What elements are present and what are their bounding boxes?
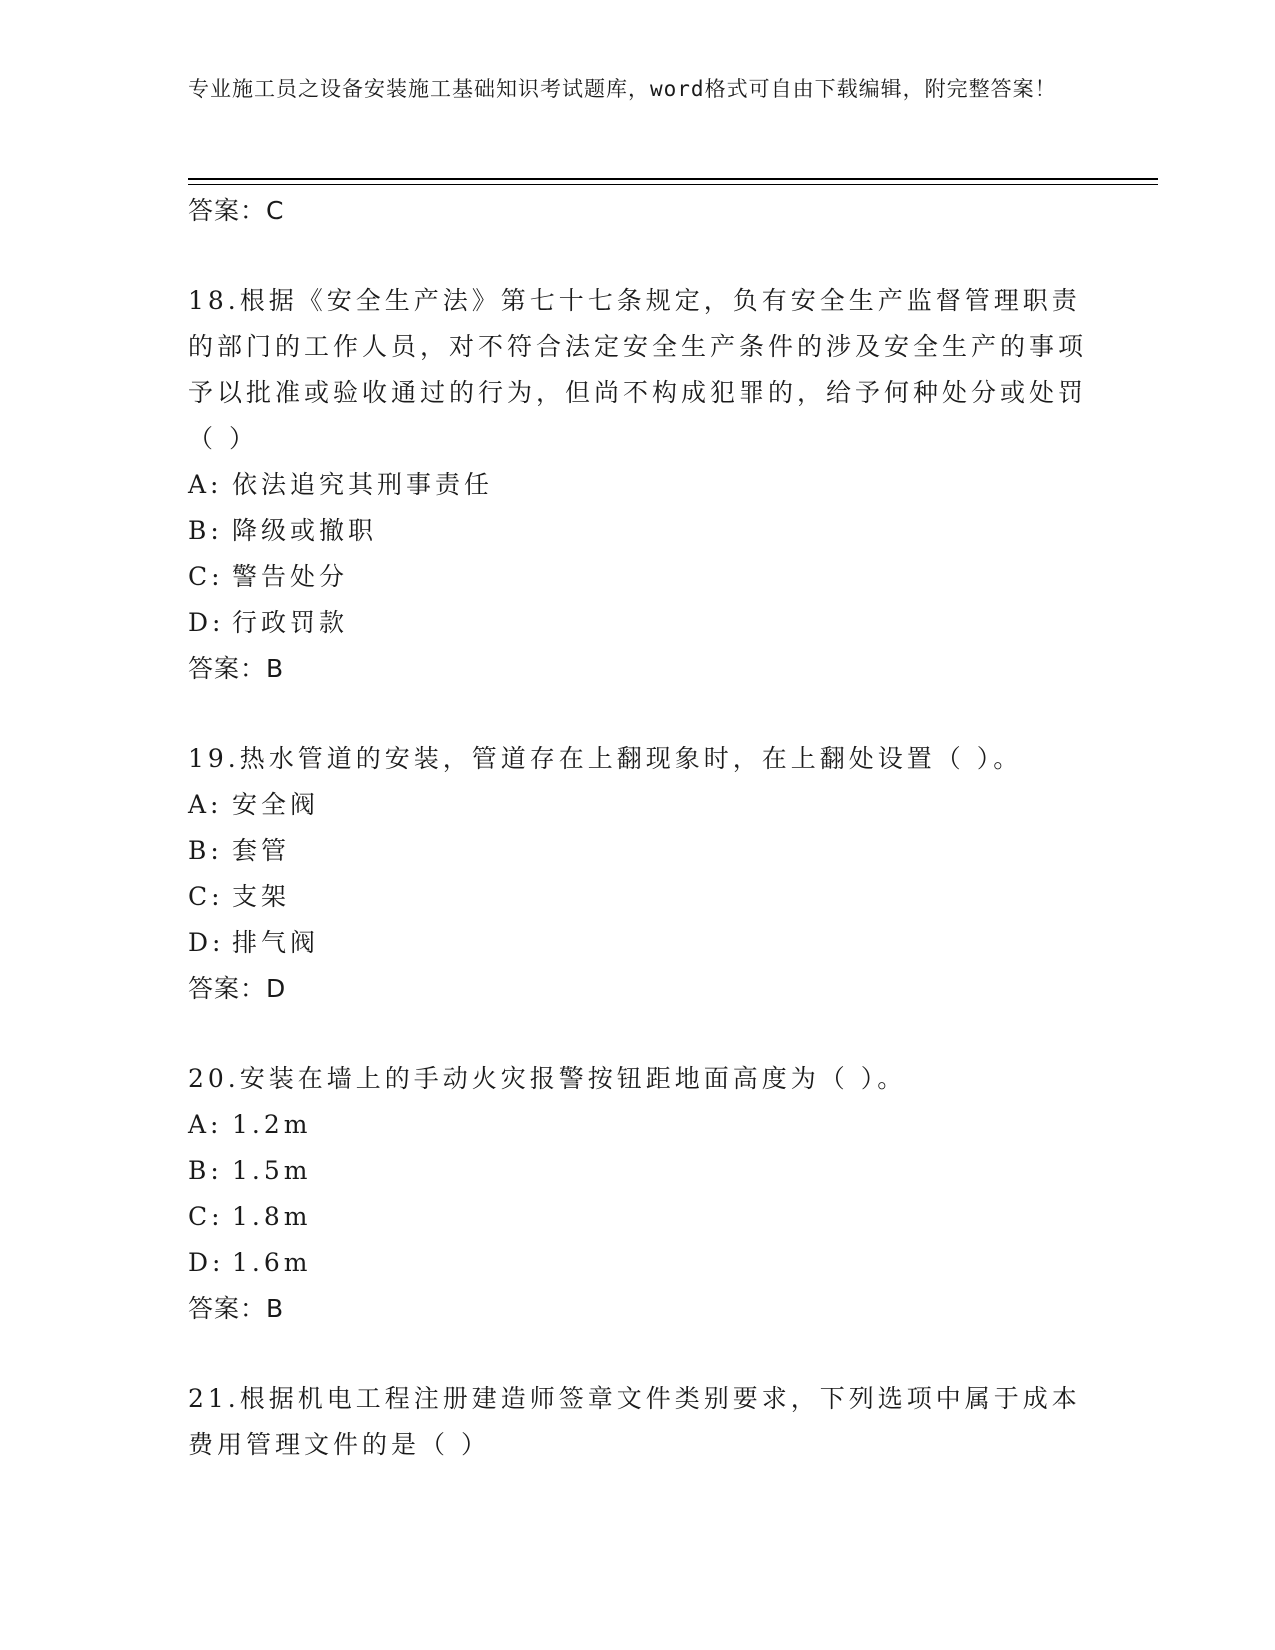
question-text: 20.安装在墙上的手动火灾报警按钮距地面高度为（ ）。 [188, 1064, 907, 1093]
answer-line: 答案：C [188, 196, 285, 225]
option-text: 行政罚款 [232, 608, 349, 637]
option-letter: B: [188, 516, 223, 545]
option-item [188, 1194, 1088, 1240]
answer-line: 答案：D [188, 974, 287, 1003]
option-letter: D: [188, 608, 225, 637]
option-item [188, 874, 1088, 920]
option-item [188, 600, 1088, 646]
option-item [188, 508, 1088, 554]
answer-line: 答案：B [188, 1294, 285, 1323]
document-header: 专业施工员之设备安装施工基础知识考试题库，word格式可自由下载编辑，附完整答案！ [188, 77, 1057, 101]
option-letter: A: [188, 470, 223, 499]
option-item [188, 1148, 1088, 1194]
option-text: 依法追究其刑事责任 [232, 470, 494, 499]
question-text: 18.根据《安全生产法》第七十七条规定，负有安全生产监督管理职责的部门的工作人员，对不符合法定安全生产条件的涉及安全生产的事项予以批准或验收通过的行为，但尚不构成犯罪的，给予何种处分或处罚（ ） [188, 286, 1088, 453]
question-text: 21.根据机电工程注册建造师签章文件类别要求，下列选项中属于成本费用管理文件的是（ ） [188, 1384, 1081, 1459]
option-text: 警告处分 [232, 562, 349, 591]
option-text: 支架 [232, 882, 291, 911]
header-divider-thin [188, 184, 1158, 185]
option-item [188, 828, 1088, 874]
option-letter: A: [188, 790, 223, 819]
option-letter: C: [188, 882, 224, 911]
question-block-19 [188, 736, 1088, 1012]
option-letter: B: [188, 836, 223, 865]
option-text: 1.5m [232, 1156, 312, 1185]
option-letter: C: [188, 562, 224, 591]
option-letter: D: [188, 1248, 225, 1277]
option-text: 1.2m [232, 1110, 312, 1139]
option-text: 套管 [232, 836, 291, 865]
option-item [188, 554, 1088, 600]
question-block-18 [188, 278, 1088, 692]
option-text: 1.8m [232, 1202, 312, 1231]
document-body [188, 188, 1088, 1468]
option-item [188, 782, 1088, 828]
option-letter: B: [188, 1156, 223, 1185]
option-text: 1.6m [232, 1248, 312, 1277]
option-item [188, 920, 1088, 966]
option-text: 降级或撤职 [232, 516, 378, 545]
option-letter: D: [188, 928, 225, 957]
question-block-21 [188, 1376, 1088, 1468]
option-item [188, 1240, 1088, 1286]
option-item [188, 462, 1088, 508]
option-letter: C: [188, 1202, 224, 1231]
question-block-20 [188, 1056, 1088, 1332]
header-divider-thick [188, 178, 1158, 180]
answer-line: 答案：B [188, 654, 285, 683]
question-text: 19.热水管道的安装，管道存在上翻现象时，在上翻处设置（ ）。 [188, 744, 1023, 773]
option-text: 排气阀 [232, 928, 320, 957]
option-letter: A: [188, 1110, 223, 1139]
option-item [188, 1102, 1088, 1148]
option-text: 安全阀 [232, 790, 320, 819]
